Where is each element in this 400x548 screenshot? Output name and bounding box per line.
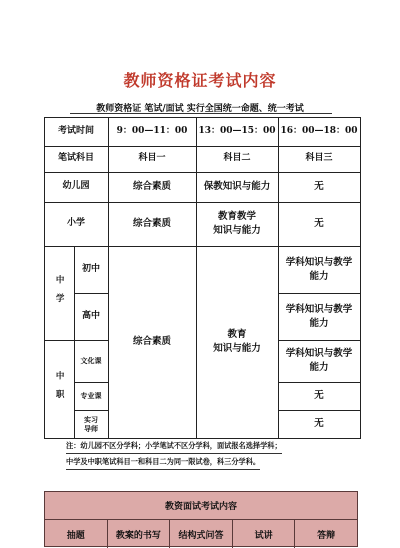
interview-items-row bbox=[45, 520, 357, 548]
senior-subject-3-line1: 学科知识与教学 bbox=[285, 303, 353, 315]
note bbox=[66, 438, 366, 470]
subjects-label: 笔试科目 bbox=[57, 153, 94, 164]
primary-subject-1: 综合素质 bbox=[132, 218, 171, 230]
intern-mentor-line2: 导师 bbox=[84, 424, 98, 433]
secondary-subject-2-line2: 知识与能力 bbox=[213, 343, 261, 354]
senior-high-label: 高中 bbox=[81, 310, 100, 321]
primary-subject-3: 无 bbox=[314, 218, 324, 230]
culture-subject-3-line2: 能力 bbox=[309, 362, 329, 373]
kindergarten-subject-3: 无 bbox=[314, 181, 324, 193]
intern-subject-3: 无 bbox=[314, 418, 324, 430]
subtitle-underline bbox=[70, 113, 332, 114]
secondary-subject-1: 综合素质 bbox=[132, 336, 171, 348]
subject-1: 科目一 bbox=[138, 153, 166, 164]
kindergarten-subject-1: 综合素质 bbox=[132, 181, 171, 193]
kindergarten-label: 幼儿园 bbox=[62, 181, 90, 192]
primary-label: 小学 bbox=[66, 218, 85, 229]
junior-subject-3 bbox=[278, 246, 360, 293]
secondary-subject-2-line1: 教育 bbox=[227, 329, 247, 341]
interview-item: 结构式问答 bbox=[170, 520, 233, 548]
interview-item: 试讲 bbox=[233, 520, 296, 548]
page-title: 教师资格证考试内容 bbox=[123, 71, 277, 90]
junior-subject-3-line1: 学科知识与教学 bbox=[285, 256, 353, 268]
exam-time-label: 考试时间 bbox=[57, 125, 94, 136]
secondary-subject-2 bbox=[196, 246, 278, 438]
intern-mentor-label bbox=[74, 410, 108, 438]
interview-title: 教资面试考试内容 bbox=[45, 492, 357, 520]
time-slot-3: 16：00—18：00 bbox=[280, 125, 358, 136]
vocational-label: 中职 bbox=[54, 370, 65, 408]
time-slot-2: 13：00—15：00 bbox=[198, 125, 276, 136]
note-line-2: 中学及中职笔试科目一和科目二为同一限试卷，科三分学科。 bbox=[66, 454, 260, 470]
professional-course-label: 专业课 bbox=[80, 390, 102, 400]
interview-item: 答辩 bbox=[317, 530, 336, 541]
interview-item: 抽题 bbox=[45, 520, 108, 548]
interview-table bbox=[44, 491, 358, 547]
kindergarten-subject-2: 保教知识与能力 bbox=[203, 181, 271, 193]
senior-subject-3-line2: 能力 bbox=[309, 317, 329, 329]
primary-subject-2 bbox=[196, 202, 278, 246]
primary-subject-2-line2: 知识与能力 bbox=[213, 225, 261, 236]
subject-3: 科目三 bbox=[305, 153, 333, 164]
time-slot-1: 9：00—11：00 bbox=[116, 125, 188, 136]
page-subtitle: 教师资格证 笔试/面试 实行全国统一命题、统一考试 bbox=[96, 104, 304, 114]
culture-subject-3-line1: 学科知识与教学 bbox=[285, 348, 353, 360]
junior-high-label: 初中 bbox=[81, 263, 100, 274]
middle-school-label: 中学 bbox=[54, 274, 65, 312]
senior-subject-3 bbox=[278, 293, 360, 340]
professional-subject-3: 无 bbox=[314, 390, 324, 402]
interview-item: 教案的书写 bbox=[108, 520, 171, 548]
subject-2: 科目二 bbox=[223, 153, 251, 164]
culture-course-label: 文化课 bbox=[80, 355, 102, 365]
junior-subject-3-line2: 能力 bbox=[309, 270, 329, 282]
intern-mentor-line1: 实习 bbox=[84, 414, 98, 424]
primary-subject-2-line1: 教育教学 bbox=[217, 211, 256, 223]
culture-subject-3 bbox=[278, 340, 360, 382]
note-line-1: 注：幼儿园不区分学科；小学笔试不区分学科，面试报名选择学科； bbox=[66, 438, 282, 454]
